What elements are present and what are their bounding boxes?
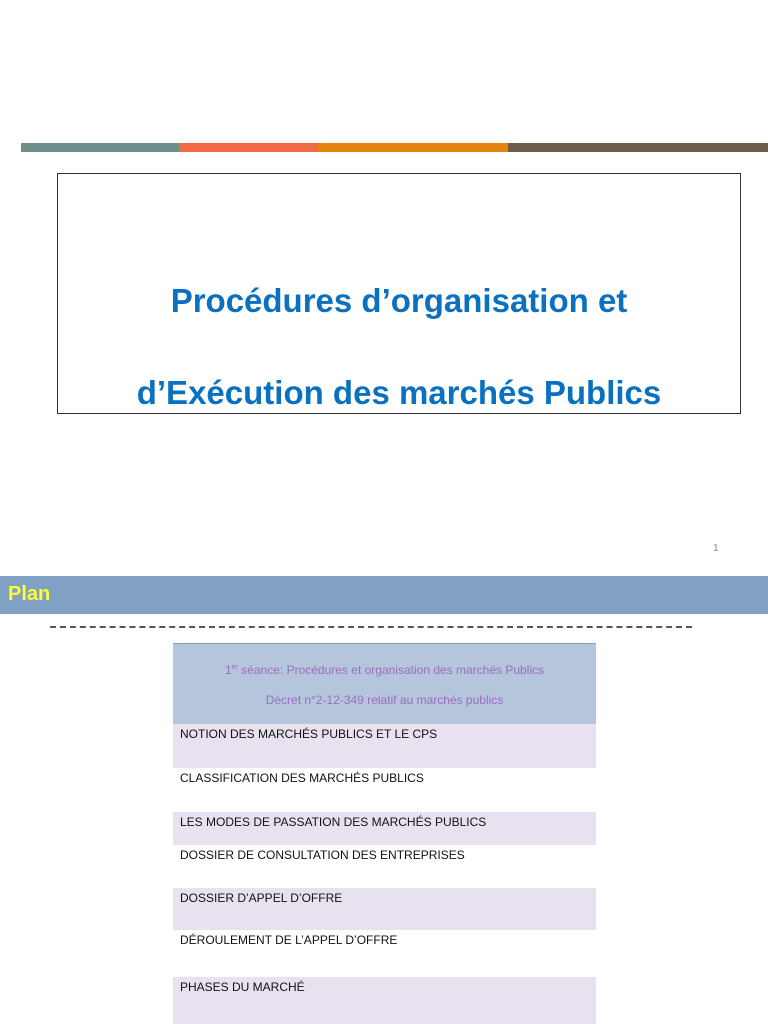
- table-row-label: DÉROULEMENT DE L’APPEL D’OFFRE: [180, 933, 398, 947]
- table-row: [173, 930, 596, 977]
- table-row-label: LES MODES DE PASSATION DES MARCHÉS PUBLICS: [180, 815, 487, 829]
- table-row: [173, 888, 596, 930]
- decor-stripe-4: [508, 143, 768, 152]
- table-row-label: NOTION DES MARCHÉS PUBLICS ET LE CPS: [180, 727, 438, 741]
- plan-heading: Plan: [8, 583, 51, 605]
- table-header-line-2: Décret n°2-12-349 relatif au marchés publics: [265, 693, 504, 707]
- table-row: [173, 977, 596, 1024]
- title-line-1: Procédures d’organisation et: [170, 282, 628, 319]
- table-header-line-1-rest: séance: Procédures et organisation des marchés Publics: [241, 663, 545, 677]
- table-header-line-1: 1er séance: Procédures et organisation des marchés Publics: [224, 663, 545, 677]
- decor-stripe-1: [21, 143, 179, 152]
- plan-header-bar: [0, 576, 768, 614]
- table-row-label: DOSSIER DE CONSULTATION DES ENTREPRISES: [180, 848, 465, 862]
- table-row: [173, 768, 596, 812]
- table-row: [173, 724, 596, 768]
- dashed-divider: [50, 626, 692, 628]
- table-row: [173, 845, 596, 888]
- table-row-label: DOSSIER D’APPEL D’OFFRE: [180, 891, 343, 905]
- table-row-label: CLASSIFICATION DES MARCHÉS PUBLICS: [180, 771, 424, 785]
- slide-number: 1: [713, 543, 719, 554]
- table-row: [173, 812, 596, 845]
- title-line-2: d’Exécution des marchés Publics: [136, 374, 662, 411]
- title-box: [57, 173, 741, 414]
- decor-stripe-2: [179, 143, 318, 152]
- plan-table: [173, 643, 596, 1024]
- decor-stripe-3: [318, 143, 508, 152]
- table-row-label: PHASES DU MARCHÉ: [180, 980, 305, 994]
- table-header: [173, 643, 596, 724]
